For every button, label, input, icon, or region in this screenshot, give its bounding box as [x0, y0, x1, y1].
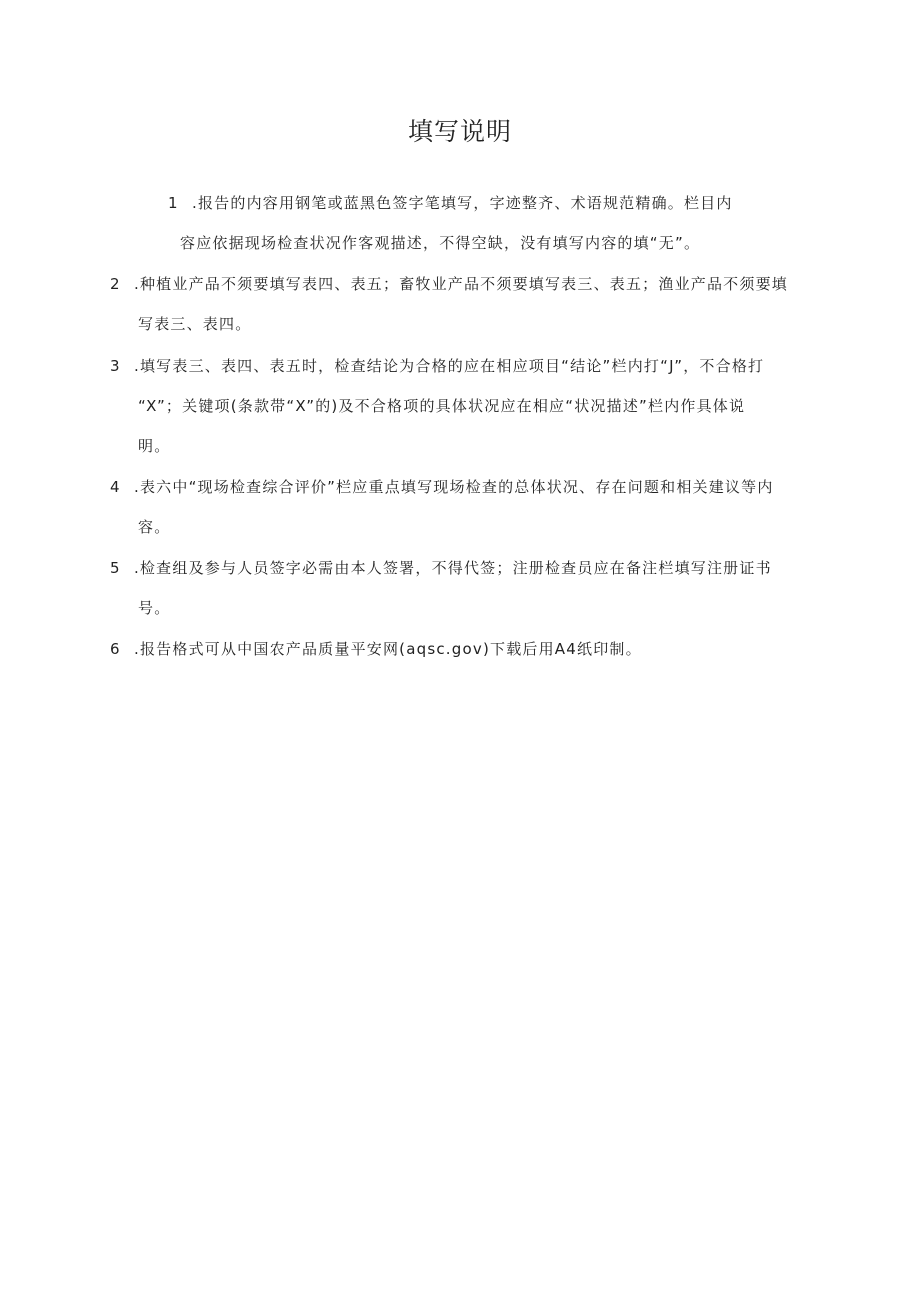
item-text-line: .表六中“现场检查综合评价”栏应重点填写现场检查的总体状况、存在问题和相关建议等内 — [134, 478, 774, 496]
instruction-item-4 — [110, 477, 774, 497]
instruction-item-5-continued — [138, 598, 170, 618]
item-number: 4 — [110, 478, 121, 496]
item-text-line: .填写表三、表四、表五时，检查结论为合格的应在相应项目“结论”栏内打“J”，不合格打 — [134, 357, 765, 375]
instruction-item-3-continued — [138, 436, 170, 456]
item-number: 1 — [168, 194, 179, 212]
instruction-item-2 — [110, 274, 788, 294]
item-text-line: 容。 — [138, 518, 171, 536]
instruction-item-3 — [110, 356, 764, 376]
item-text-line: .检查组及参与人员签字必需由本人签署，不得代签；注册检查员应在备注栏填写注册证书 — [134, 559, 772, 577]
item-text-line: “X”；关键项(条款带“X”的)及不合格项的具体状况应在相应“状况描述”栏内作具体说 — [138, 397, 746, 415]
item-number: 5 — [110, 559, 121, 577]
item-text-line: .报告的内容用钢笔或蓝黑色签字笔填写，字迹整齐、术语规范精确。栏目内 — [192, 194, 733, 212]
instruction-item-2-continued — [138, 314, 251, 334]
item-number: 2 — [110, 275, 121, 293]
item-number: 6 — [110, 640, 121, 658]
item-text-line: 写表三、表四。 — [138, 315, 252, 333]
instruction-item-4-continued — [138, 517, 170, 537]
item-text-line: 号。 — [138, 599, 171, 617]
instruction-item-3-continued — [138, 396, 745, 416]
instruction-item-5 — [110, 558, 772, 578]
item-text-line: 明。 — [138, 437, 171, 455]
item-text-line: .报告格式可从中国农产品质量平安网(aqsc.gov)下载后用A4纸印制。 — [134, 640, 642, 658]
instruction-item-1 — [168, 193, 733, 213]
item-number: 3 — [110, 357, 121, 375]
page-title: 填写说明 — [407, 117, 512, 146]
instruction-item-6 — [110, 639, 642, 659]
item-text-line: 容应依据现场检查状况作客观描述，不得空缺，没有填写内容的填“无”。 — [180, 234, 701, 252]
item-text-line: .种植业产品不须要填写表四、表五；畜牧业产品不须要填写表三、表五；渔业产品不须要填 — [134, 275, 788, 293]
instruction-item-1-continued — [180, 233, 700, 253]
